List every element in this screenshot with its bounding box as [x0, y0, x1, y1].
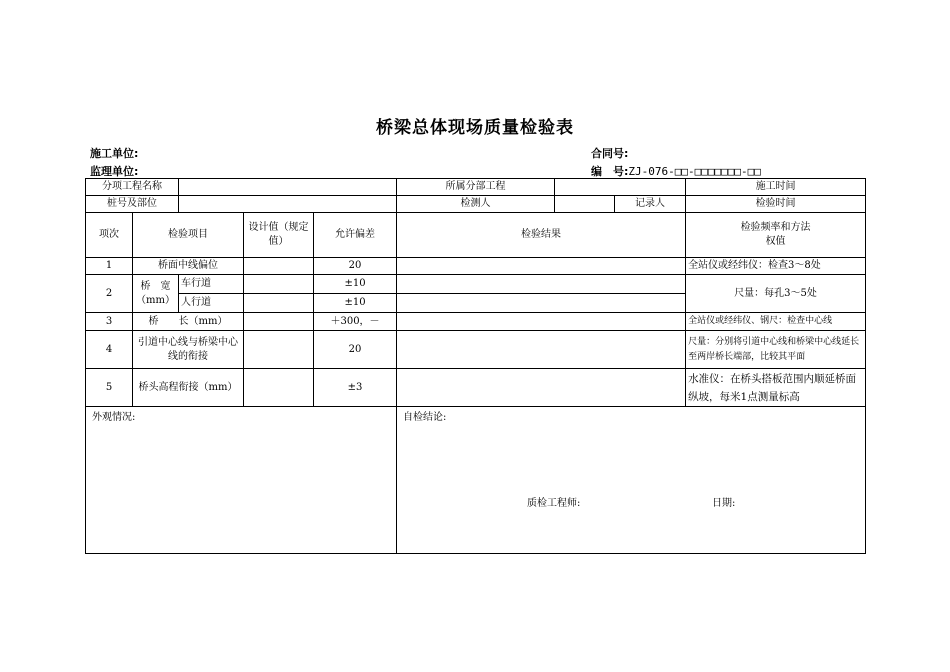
station-part-value [179, 196, 397, 213]
row-tolerance: ±3 [314, 369, 397, 407]
row-design [244, 313, 314, 331]
row-design [244, 258, 314, 275]
row-result [397, 294, 686, 313]
row-no: 4 [86, 331, 133, 369]
row-result [397, 275, 686, 294]
belong-part-value [555, 179, 686, 196]
row-result [397, 369, 686, 407]
conclusion-cell [397, 407, 866, 554]
row-item: 引道中心线与桥梁中心线的衔接 [133, 331, 244, 369]
row-sub-item: 人行道 [179, 294, 244, 313]
row-tolerance: ＋300，－ [314, 313, 397, 331]
date-label: 日期: [712, 498, 736, 509]
row-result [397, 313, 686, 331]
belong-part-label: 所属分部工程 [397, 179, 555, 196]
col-freq: 检验频率和方法 [740, 222, 811, 233]
table-row [86, 331, 866, 369]
construction-unit-label: 施工单位: [90, 147, 139, 160]
row-tolerance: ±10 [314, 294, 397, 313]
row-item: 桥 长（mm） [133, 313, 244, 331]
row-result [397, 331, 686, 369]
info-row-1 [86, 179, 866, 196]
appearance-cell [86, 407, 397, 554]
table-row [86, 258, 866, 275]
page-title: 桥梁总体现场质量检验表 [376, 118, 574, 138]
row-method: 全站仪或经纬仪：检查3～8处 [686, 258, 866, 275]
row-design [244, 369, 314, 407]
row-design [244, 294, 314, 313]
row-no: 2 [86, 275, 133, 313]
subitem-name-value [179, 179, 397, 196]
row-group: 桥 宽（mm） [133, 275, 179, 313]
contract-no-label: 合同号: [591, 147, 629, 160]
row-tolerance: 20 [314, 258, 397, 275]
qc-engineer-label: 质检工程师: [527, 498, 581, 509]
row-tolerance: 20 [314, 331, 397, 369]
col-design: 设计值（规定值） [244, 213, 314, 258]
subitem-name-label: 分项工程名称 [86, 179, 179, 196]
row-method: 尺量：分别将引道中心线和桥梁中心线延长至两岸桥长端部，比较其平面 [686, 331, 866, 369]
row-item: 桥面中线偏位 [133, 258, 244, 275]
column-header-row [86, 213, 866, 258]
table-row [86, 369, 866, 407]
supervision-unit-label: 监理单位: [90, 165, 139, 178]
appearance-label: 外观情况: [92, 412, 136, 423]
row-method: 全站仪或经纬仪、钢尺：检查中心线 [686, 313, 866, 331]
inspection-table [85, 178, 866, 554]
row-tolerance: ±10 [314, 275, 397, 294]
footer-row [86, 407, 866, 554]
row-sub-item: 车行道 [179, 275, 244, 294]
info-row-2 [86, 196, 866, 213]
serial-no-label: 编 号: [591, 165, 629, 178]
row-no: 3 [86, 313, 133, 331]
col-tolerance: 允许偏差 [314, 213, 397, 258]
row-design [244, 275, 314, 294]
construction-time-label: 施工时间 [686, 179, 866, 196]
conclusion-label: 自检结论: [403, 412, 447, 423]
serial-no [591, 163, 761, 179]
row-item: 桥头高程衔接（mm） [133, 369, 244, 407]
table-row [86, 313, 866, 331]
col-item: 检验项目 [133, 213, 244, 258]
inspection-time-label: 检验时间 [686, 196, 866, 213]
inspector-label: 检测人 [397, 196, 555, 213]
row-no: 5 [86, 369, 133, 407]
station-part-label: 桩号及部位 [86, 196, 179, 213]
row-result [397, 258, 686, 275]
col-result: 检验结果 [397, 213, 686, 258]
col-weight: 权值 [765, 236, 786, 247]
serial-no-value: ZJ-076-□□-□□□□□□□-□□ [628, 165, 761, 178]
col-no: 项次 [86, 213, 133, 258]
row-no: 1 [86, 258, 133, 275]
recorder-label: 记录人 [615, 196, 686, 213]
table-row [86, 275, 866, 294]
row-design [244, 331, 314, 369]
inspector-value [555, 196, 615, 213]
row-method: 尺量：每孔3～5处 [686, 275, 866, 313]
col-freq-weight [686, 213, 866, 258]
row-method: 水准仪：在桥头搭板范围内顺延桥面纵坡，每米1点测量标高 [686, 369, 866, 407]
